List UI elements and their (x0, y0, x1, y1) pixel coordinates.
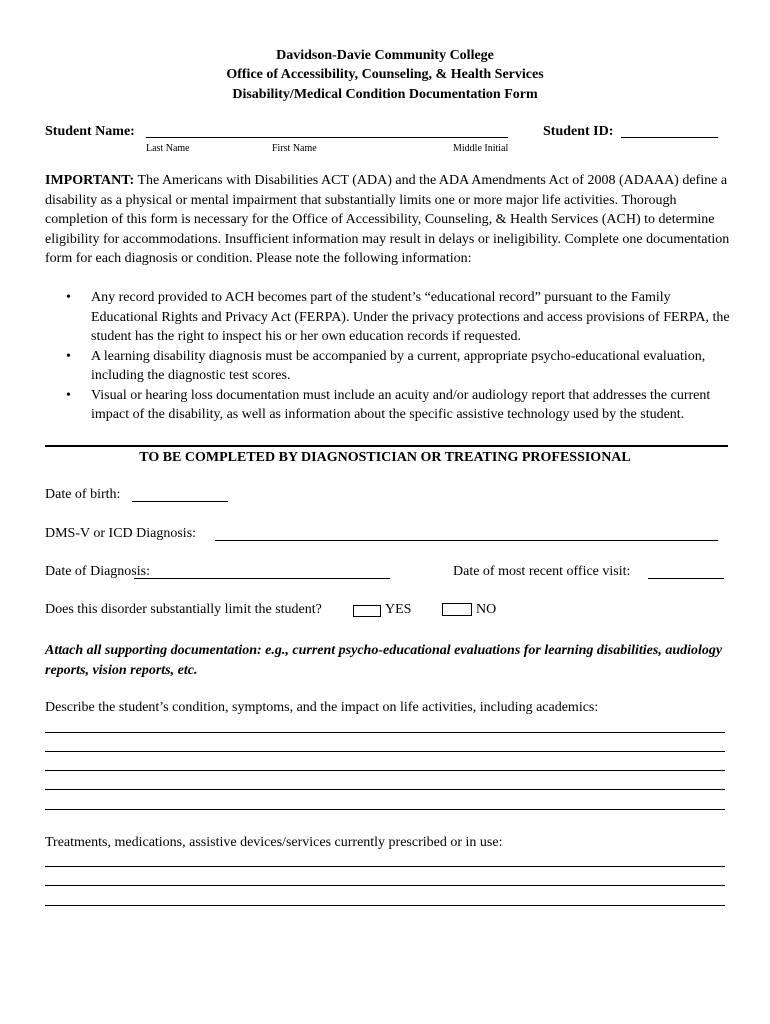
treatments-label: Treatments, medications, assistive devices/services currently prescribed or in use: (45, 835, 503, 850)
office-name: Office of Accessibility, Counseling, & Health Services (226, 67, 544, 82)
describe-line-2[interactable] (45, 751, 725, 752)
recent-visit-label: Date of most recent office visit: (453, 564, 631, 579)
important-label: IMPORTANT: (45, 173, 135, 188)
date-of-diagnosis-field[interactable] (134, 563, 390, 579)
yes-checkbox[interactable] (353, 605, 381, 617)
diagnosis-code-label: DMS-V or ICD Diagnosis: (45, 526, 197, 541)
section-divider (45, 445, 728, 447)
dob-field[interactable] (132, 486, 228, 502)
student-id-label: Student ID: (543, 124, 614, 139)
describe-line-4[interactable] (45, 789, 725, 790)
diagnosis-code-field[interactable] (215, 525, 718, 541)
yes-label: YES (385, 602, 412, 617)
student-id-field[interactable] (621, 122, 718, 138)
treatments-line-1[interactable] (45, 866, 725, 867)
first-name-caption: First Name (272, 143, 317, 154)
bullet-icon: • (66, 290, 71, 305)
list-item: • A learning disability diagnosis must be accompanied by a current, appropriate psycho-educational evaluation, including the diagnostic test scores. (66, 348, 706, 383)
treatments-line-3[interactable] (45, 905, 725, 906)
describe-line-1[interactable] (45, 732, 725, 733)
important-bullet-list (60, 288, 730, 425)
recent-visit-field[interactable] (648, 563, 724, 579)
student-name-field[interactable] (146, 122, 508, 138)
bullet-icon: • (66, 387, 71, 403)
last-name-caption: Last Name (146, 143, 190, 154)
college-name: Davidson-Davie Community College (276, 48, 494, 63)
describe-line-5[interactable] (45, 809, 725, 810)
attach-note: Attach all supporting documentation: e.g., current psycho-educational evaluations for learning disabilities, audiology reports, vision reports, etc. (45, 643, 723, 678)
middle-initial-caption: Middle Initial (453, 143, 509, 154)
section-title: TO BE COMPLETED BY DIAGNOSTICIAN OR TREATING PROFESSIONAL (139, 450, 631, 465)
treatments-line-2[interactable] (45, 885, 725, 886)
dob-label: Date of birth: (45, 487, 121, 502)
list-item: • Visual or hearing loss documentation must include an acuity and/or audiology report that addresses the current impact of the disability, as well as information about the specific assistive technology used by the student. (66, 387, 711, 422)
no-label: NO (476, 602, 497, 617)
describe-line-3[interactable] (45, 770, 725, 771)
form-title: Disability/Medical Condition Documentation Form (232, 87, 538, 102)
describe-label: Describe the student’s condition, symptoms, and the impact on life activities, including academics: (45, 700, 599, 715)
student-name-label: Student Name: (45, 124, 135, 139)
important-text: The Americans with Disabilities ACT (ADA) and the ADA Amendments Act of 2008 (ADAAA) define a disability as a physical or mental impairment that substantially limits one or more major life activities. Thorough completion of this form is necessary for the Office of Accessibility, Counseling, & Health Services (ACH) to determine eligibility for accommodations. Insufficient information may result in delays or ineligibility. Complete one documentation form for each diagnosis or condition. Please note the following information: (45, 173, 730, 266)
date-of-diagnosis-label: Date of Diagnosis: (45, 564, 150, 579)
limit-question: Does this disorder substantially limit the student? (45, 602, 322, 617)
bullet-icon: • (66, 348, 71, 364)
list-item: • Any record provided to ACH becomes part of the student’s “educational record” pursuant to the Family Educational Rights and Privacy Act (FERPA). Under the privacy protections and access provisions of FERPA, the student has the right to inspect his or her own education records if requested. (66, 290, 730, 344)
important-paragraph (45, 171, 730, 269)
no-checkbox[interactable] (442, 603, 472, 616)
